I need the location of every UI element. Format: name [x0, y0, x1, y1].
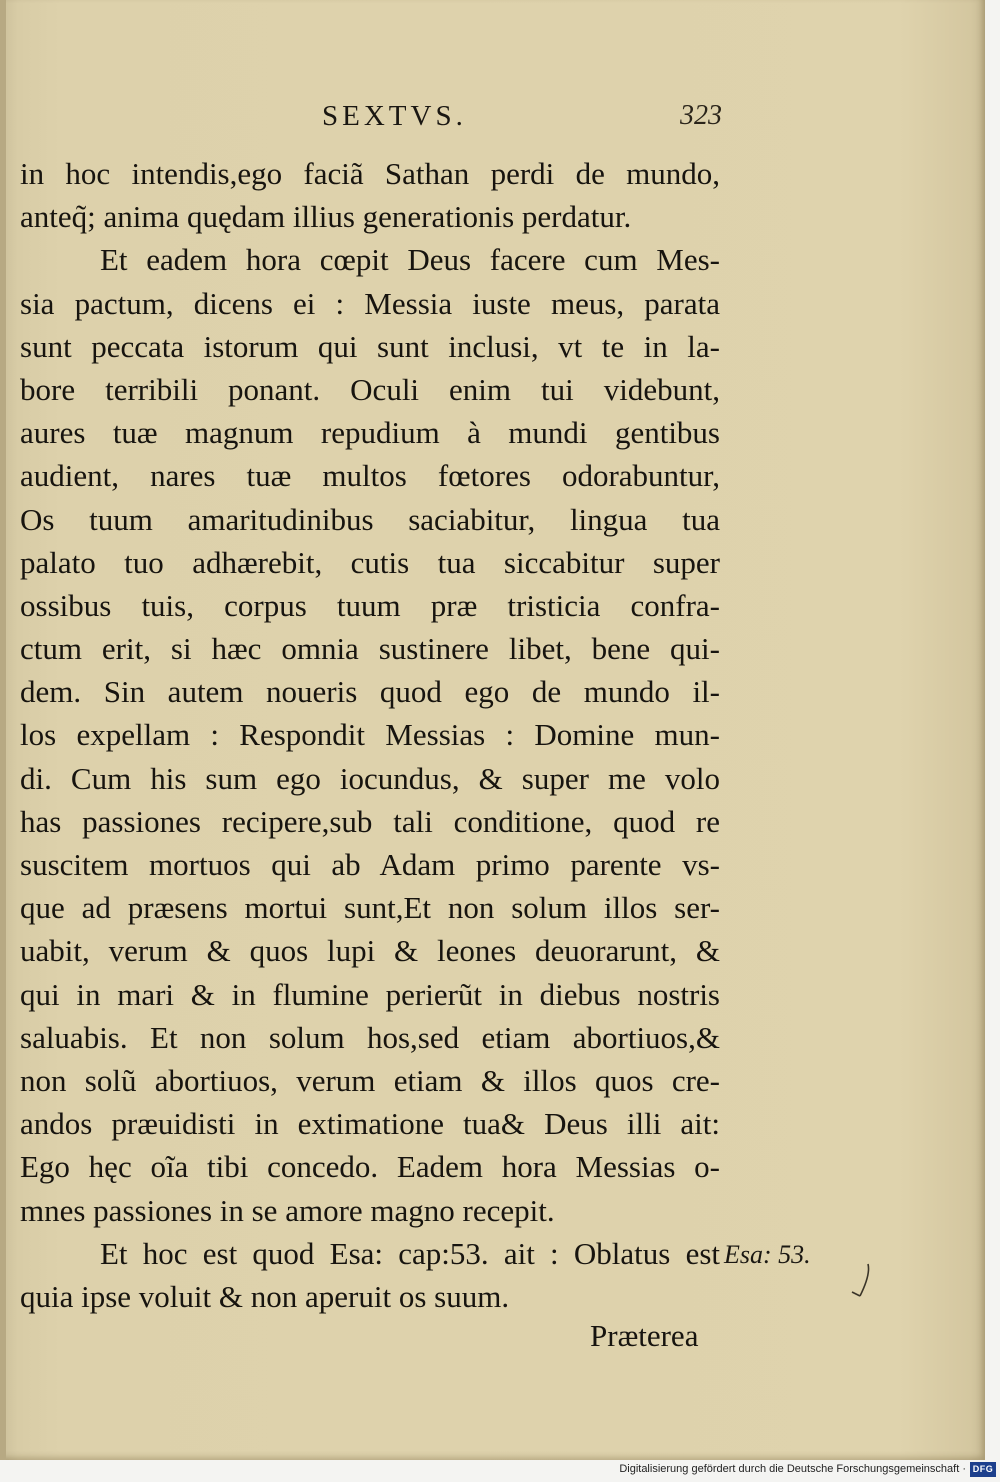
text-line: saluabis. Et non solum hos,sed etiam abortiuos,&	[20, 1019, 720, 1055]
text-line: Et eadem hora cœpit Deus facere cum Mes-	[100, 242, 720, 278]
text-line: has passiones recipere,sub tali conditione, quod re	[20, 803, 720, 839]
text-line: ctum erit, si hæc omnia sustinere libet, bene qui-	[20, 631, 720, 667]
page-number: 323	[680, 100, 722, 131]
text-line: quia ipse voluit & non aperuit os suum.	[20, 1278, 510, 1314]
page-header	[0, 98, 985, 138]
text-line: suscitem mortuos qui ab Adam primo parente vs-	[20, 847, 720, 882]
page-gutter-edge	[0, 0, 6, 1460]
text-line: sia pactum, dicens ei : Messia iuste meus, parata	[20, 285, 720, 321]
text-line: in hoc intendis,ego faciã Sathan perdi de mundo,	[20, 156, 720, 191]
text-line: dem. Sin autem noueris quod ego de mundo il-	[20, 674, 720, 710]
margin-note: Esa: 53.	[724, 1240, 811, 1269]
funding-credit: Digitalisierung gefördert durch die Deutsche Forschungsgemeinschaft ·	[619, 1463, 966, 1475]
text-line: aures tuæ magnum repudium à mundi gentibus	[20, 415, 720, 451]
text-line: audient, nares tuæ multos fœtores odorabuntur,	[20, 458, 720, 494]
text-line: Et hoc est quod Esa: cap:53. ait : Oblatus est	[100, 1235, 720, 1271]
pencil-mark-icon	[846, 1262, 876, 1302]
text-line: non solũ abortiuos, verum etiam & illos quos cre-	[20, 1062, 720, 1098]
dfg-logo-icon: DFG	[970, 1462, 996, 1477]
text-line: anteq̃; anima quędam illius generationis perdatur.	[20, 199, 632, 235]
text-line: Ego hęc oĩa tibi concedo. Eadem hora Messias o-	[20, 1149, 720, 1185]
text-line: uabit, verum & quos lupi & leones deuorarunt, &	[20, 933, 720, 969]
running-head: SEXTVS.	[322, 100, 467, 132]
digitization-footer	[0, 1460, 1000, 1482]
text-line: andos præuidisti in extimatione tua& Deus illi ait:	[20, 1106, 720, 1142]
text-line: palato tuo adhærebit, cutis tua siccabitur super	[20, 544, 720, 580]
catchword: Præterea	[590, 1318, 699, 1353]
text-line: di. Cum his sum ego iocundus, & super me volo	[20, 760, 720, 796]
text-line: qui in mari & in flumine perierũt in diebus nostris	[20, 976, 720, 1012]
text-line: Os tuum amaritudinibus saciabitur, lingua tua	[20, 501, 720, 537]
text-line: que ad præsens mortui sunt,Et non solum illos ser-	[20, 890, 720, 926]
text-line: los expellam : Respondit Messias : Domine mun-	[20, 717, 720, 753]
text-line: bore terribili ponant. Oculi enim tui videbunt,	[20, 371, 720, 407]
text-line: mnes passiones in se amore magno recepit.	[20, 1192, 555, 1228]
body-text	[20, 152, 720, 1318]
text-line: sunt peccata istorum qui sunt inclusi, vt te in la-	[20, 328, 720, 364]
text-line: ossibus tuis, corpus tuum præ tristicia confra-	[20, 587, 720, 623]
